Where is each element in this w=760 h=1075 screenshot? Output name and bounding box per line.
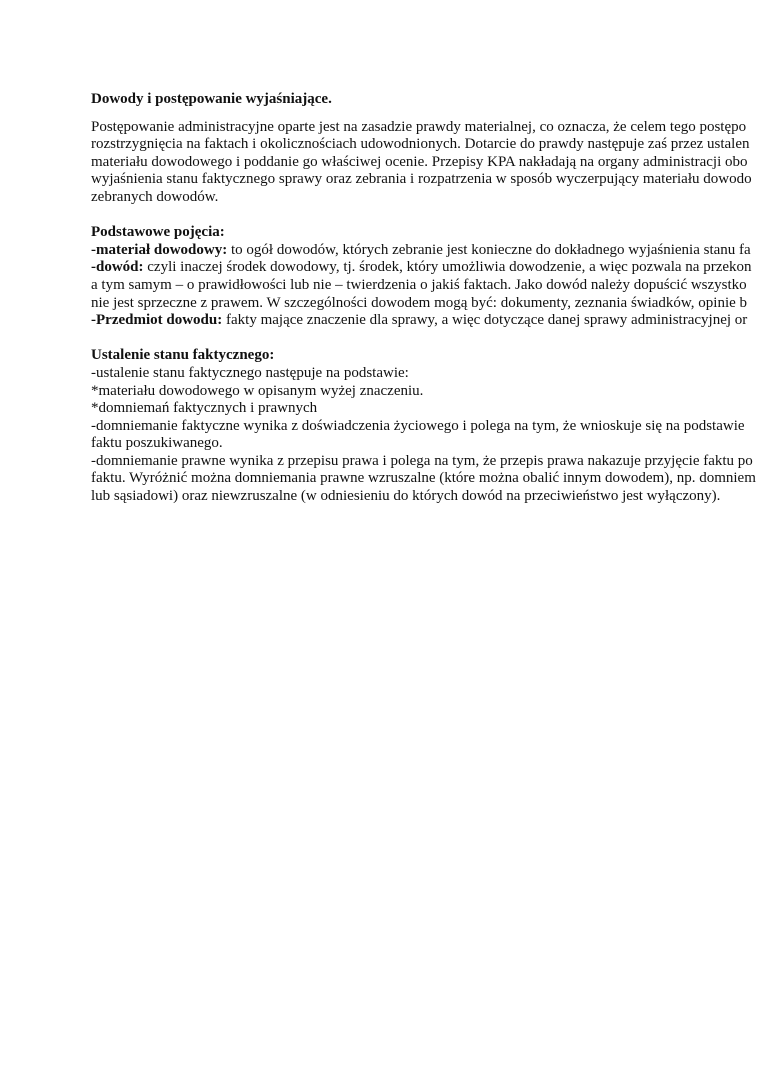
facts-line: faktu. Wyróżnić można domniemania prawne wzruszalne (które można obalić innym dowodem), np. domniem <box>91 470 756 487</box>
intro-line: Postępowanie administracyjne oparte jest na zasadzie prawdy materialnej, co oznacza, że celem tego postępo <box>91 118 747 135</box>
concept-dowod-continuation: a tym samym – o prawidłowości lub nie – twierdzenia o jakiś faktach. Jako dowód należy dopuścić wszystko <box>91 276 747 293</box>
facts-line: -domniemanie prawne wynika z przepisu prawa i polega na tym, że przepis prawa nakazuje przyjęcie faktu po <box>91 452 753 469</box>
intro-paragraph <box>91 119 760 207</box>
intro-line: zebranych dowodów. <box>91 188 219 205</box>
concept-term: -materiał dowodowy: <box>91 241 228 258</box>
intro-line: materiału dowodowego i poddanie go właściwej ocenie. Przepisy KPA nakładają na organy administracji obo <box>91 153 748 170</box>
concept-material <box>91 242 760 260</box>
concept-text: fakty mające znaczenie dla sprawy, a więc dotyczące danej sprawy administracyjnej or <box>222 312 748 329</box>
facts-line: faktu poszukiwanego. <box>91 435 223 452</box>
concept-text: czyli inaczej środek dowodowy, tj. środek, który umożliwia dowodzenie, a więc pozwala na przekon <box>143 259 752 276</box>
facts-line: -ustalenie stanu faktycznego następuje na podstawie: <box>91 364 409 381</box>
facts-line: *materiału dowodowego w opisanym wyżej znaczeniu. <box>91 382 424 399</box>
concepts-heading: Podstawowe pojęcia: <box>91 224 225 241</box>
concept-przedmiot <box>91 312 760 330</box>
facts-line: -domniemanie faktyczne wynika z doświadczenia życiowego i polega na tym, że wnioskuje się na podstawie <box>91 417 745 434</box>
concept-dowod <box>91 259 760 277</box>
document-body <box>91 91 760 506</box>
document-title: Dowody i postępowanie wyjaśniające. <box>91 91 332 107</box>
spacer <box>91 330 760 348</box>
concept-text: to ogół dowodów, których zebranie jest konieczne do dokładnego wyjaśnienia stanu fa <box>227 241 751 258</box>
facts-line: *domniemań faktycznych i prawnych <box>91 400 318 417</box>
concept-dowod-continuation: nie jest sprzeczne z prawem. W szczególności dowodem mogą być: dokumenty, zeznania świadków, opinie b <box>91 294 748 311</box>
concept-term: -dowód: <box>91 259 144 276</box>
concept-term: -Przedmiot dowodu: <box>91 312 223 329</box>
spacer <box>91 207 760 225</box>
spacer <box>91 109 760 119</box>
intro-line: wyjaśnienia stanu faktycznego sprawy oraz zebrania i rozpatrzenia w sposób wyczerpujący materiału dowodo <box>91 171 752 188</box>
intro-line: rozstrzygnięcia na faktach i okolicznościach udowodnionych. Dotarcie do prawdy następuje zaś przez ustalen <box>91 136 750 153</box>
concepts-section <box>91 224 760 330</box>
facts-line: lub sąsiadowi) oraz niewzruszalne (w odniesieniu do których dowód na przeciwieństwo jest wyłączony). <box>91 488 721 505</box>
facts-heading: Ustalenie stanu faktycznego: <box>91 347 275 364</box>
facts-section <box>91 347 760 505</box>
